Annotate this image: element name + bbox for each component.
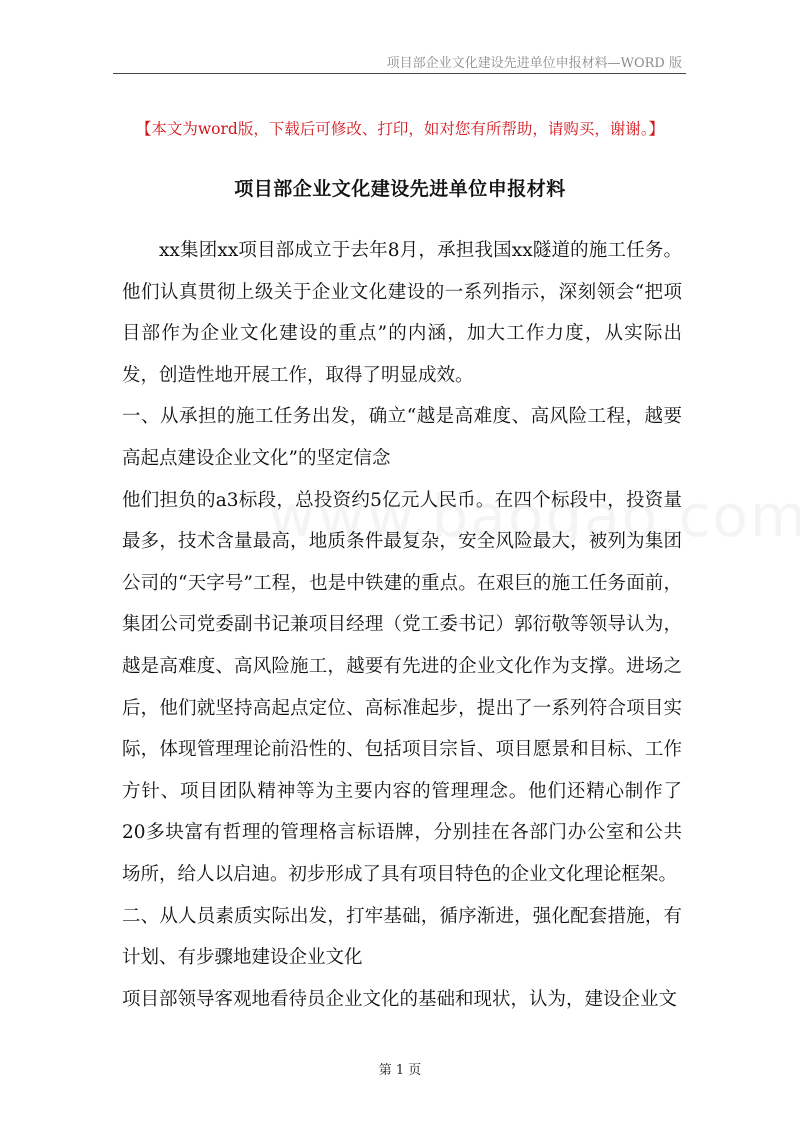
section-heading-1: 一、从承担的施工任务出发，确立“越是高难度、高风险工程，越要高起点建设企业文化”的坚定信念 bbox=[122, 406, 682, 469]
paragraph-intro: xx集团xx项目部成立于去年8月，承担我国xx隧道的施工任务。他们认真贯彻上级关于企业文化建设的一系列指示，深刻领会“把项目部作为企业文化建设的重点”的内涵，加大工作力度，从实际出发，创造性地开展工作，取得了明显成效。 bbox=[122, 240, 682, 386]
section-heading-2: 二、从人员素质实际出发，打牢基础，循序渐进，强化配套措施，有计划、有步骤地建设企业文化 bbox=[122, 905, 682, 969]
header-divider bbox=[113, 73, 686, 74]
download-notice: 【本文为word版，下载后可修改、打印，如对您有所帮助，请购买，谢谢。】 bbox=[135, 120, 665, 138]
running-header: 项目部企业文化建设先进单位申报材料—WORD 版 bbox=[386, 56, 682, 71]
paragraph-section-1: 他们担负的a3标段，总投资约5亿元人民币。在四个标段中，投资量最多，技术含量最高，地质条件最复杂，安全风险最大，被列为集团公司的“天字号”工程，也是中铁建的重点。在艰巨的施工任务面前，集团公司党委副书记兼项目经理（党工委书记）郭衍敬等领导认为，越是高难度、高风险施工，越要有先进的企业文化作为支撑。进场之后，他们就坚持高起点定位、高标准起步，提出了一系列符合项目实际，体现管理理论前沿性的、包括项目宗旨、项目愿景和目标、工作方针、项目团队精神等为主要内容的管理理念。他们还精心制作了20多块富有哲理的管理格言标语牌，分别挂在各部门办公室和公共场所，给人以启迪。初步形成了具有项目特色的企业文化理论框架。 bbox=[122, 489, 682, 885]
document-title: 项目部企业文化建设先进单位申报材料 bbox=[234, 178, 566, 200]
paragraph-section-2: 项目部领导客观地看待员企业文化的基础和现状，认为，建设企业文 bbox=[122, 988, 678, 1010]
document-body bbox=[122, 230, 682, 1020]
page-number: 第 1 页 bbox=[378, 1063, 422, 1078]
